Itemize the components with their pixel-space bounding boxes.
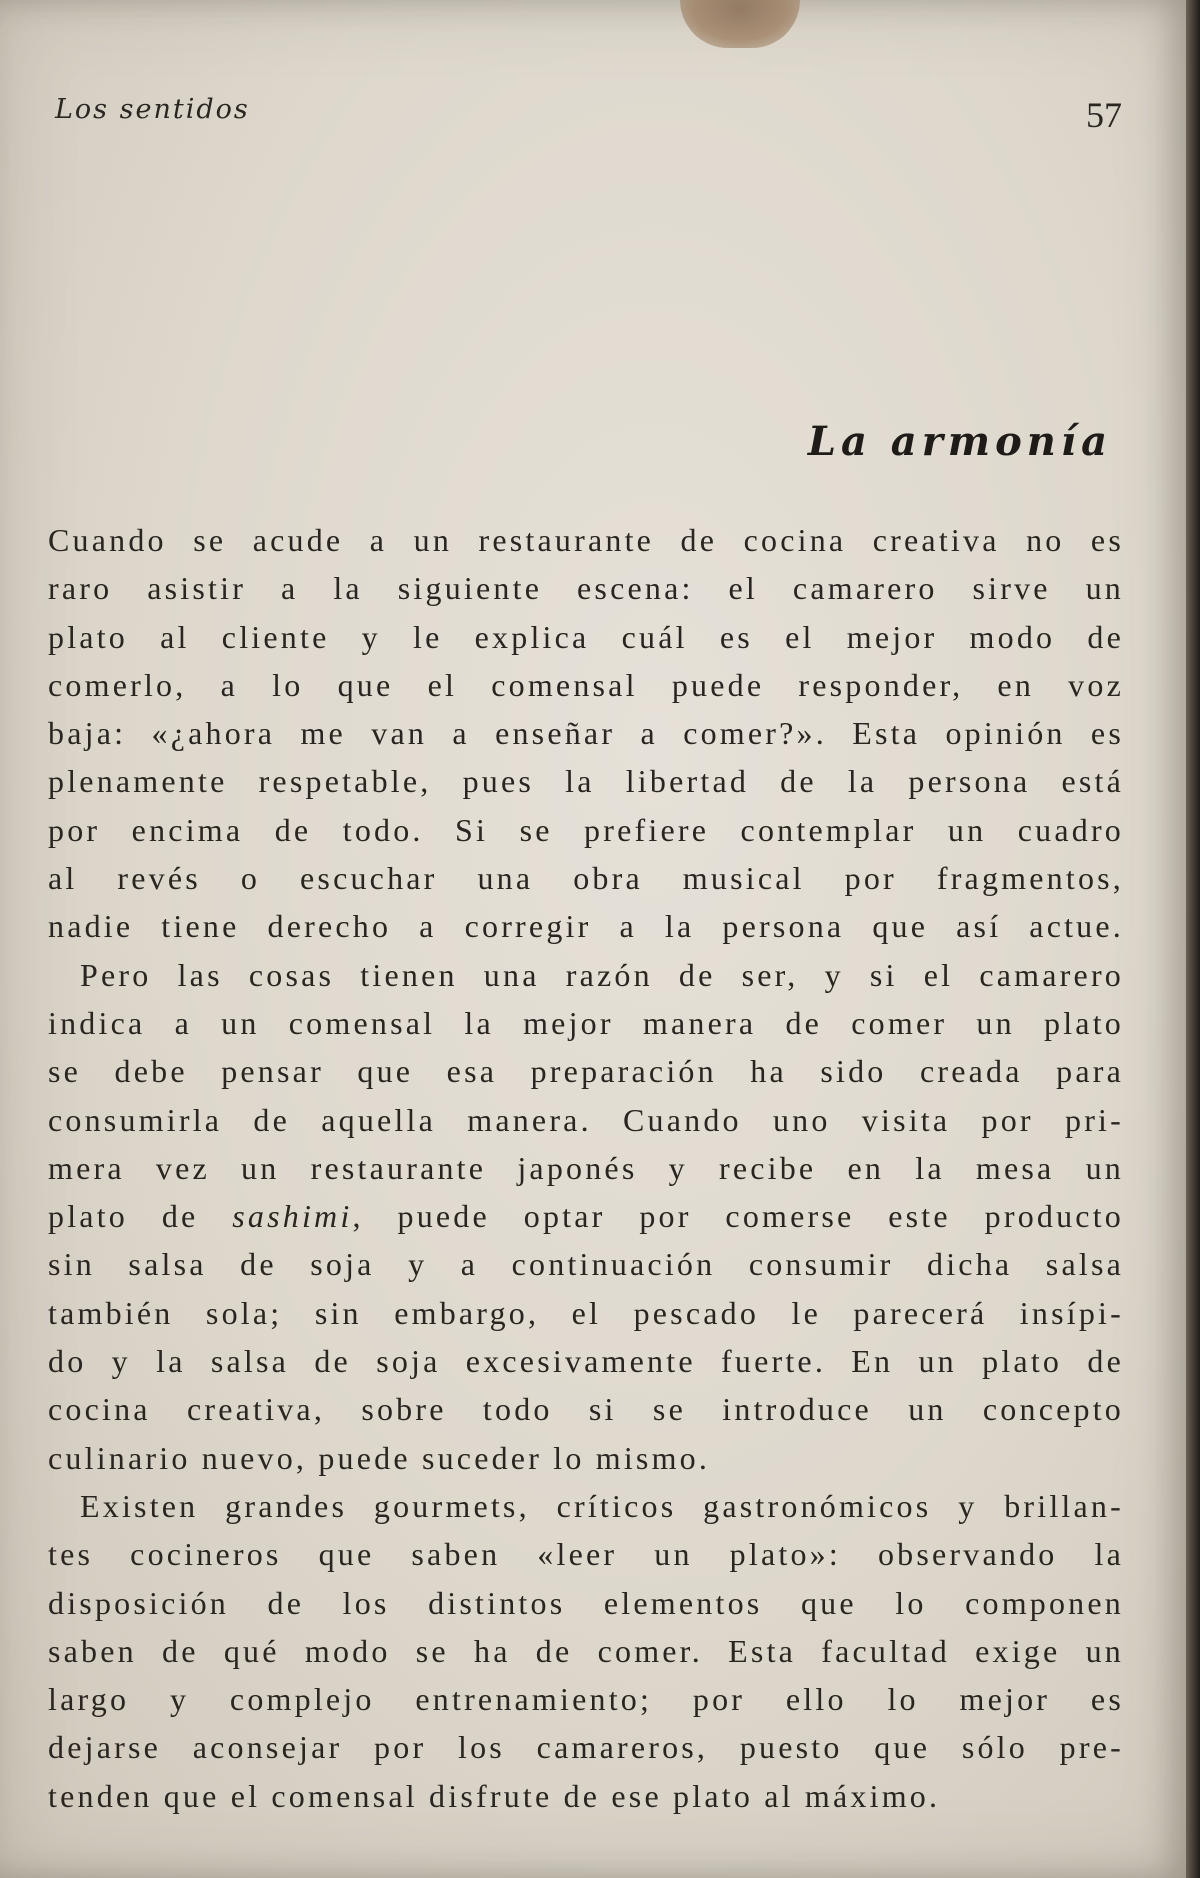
text-line: baja: «¿ahora me van a enseñar a comer?». Esta opinión es [48,715,1124,752]
text-line: también sola; sin embargo, el pescado le parecerá insípi- [48,1294,1124,1331]
text-line: Existen grandes gourmets, críticos gastronómicos y brillan- [80,1487,1124,1524]
text-line: nadie tiene derecho a corregir a la persona que así actue. [48,908,1124,945]
text-line: comerlo, a lo que el comensal puede responder, en voz [48,666,1124,703]
text-line: saben de qué modo se ha de comer. Esta facultad exige un [48,1632,1124,1669]
text-line: indica a un comensal la mejor manera de comer un plato [48,1004,1124,1041]
text-line: se debe pensar que esa preparación ha sido creada para [48,1053,1124,1090]
text-line: plato al cliente y le explica cuál es el mejor modo de [48,618,1124,655]
text-line: sin salsa de soja y a continuación consumir dicha salsa [48,1246,1124,1283]
text-line: consumirla de aquella manera. Cuando uno visita por pri- [48,1101,1124,1138]
text-line: al revés o escuchar una obra musical por fragmentos, [48,860,1124,897]
text-line: cocina creativa, sobre todo si se introduce un concepto [48,1391,1124,1428]
text-line: tes cocineros que saben «leer un plato»: observando la [48,1536,1124,1573]
text-line: raro asistir a la siguiente escena: el camarero sirve un [48,570,1124,607]
page-number: 57 [1086,95,1122,135]
text-line: plenamente respetable, pues la libertad de la persona está [48,763,1124,800]
page-edge [1186,0,1200,1878]
text-segment: , puede optar por comerse este producto [352,1198,1124,1235]
page-stain [680,0,800,48]
text-line: mera vez un restaurante japonés y recibe en la mesa un [48,1149,1124,1186]
text-line [48,1192,1124,1240]
text-line: largo y complejo entrenamiento; por ello lo mejor es [48,1681,1124,1718]
text-line: Cuando se acude a un restaurante de cocina creativa no es [48,522,1124,558]
text-line: do y la salsa de soja excesivamente fuerte. En un plato de [48,1343,1124,1380]
italic-term: sashimi [232,1198,353,1235]
text-line: por encima de todo. Si se prefiere contemplar un cuadro [48,811,1124,848]
section-title: La armonía [807,418,1112,465]
text-line: tenden que el comensal disfrute de ese plato al máximo. [48,1777,941,1814]
text-line: Pero las cosas tienen una razón de ser, y si el camarero [80,956,1124,993]
body-text [48,516,1124,1820]
text-line: culinario nuevo, puede suceder lo mismo. [48,1439,711,1476]
running-head: Los sentidos [55,94,250,125]
text-segment: plato de [48,1198,233,1235]
text-line: disposición de los distintos elementos que lo componen [48,1584,1124,1621]
text-line: dejarse aconsejar por los camareros, puesto que sólo pre- [48,1729,1124,1766]
